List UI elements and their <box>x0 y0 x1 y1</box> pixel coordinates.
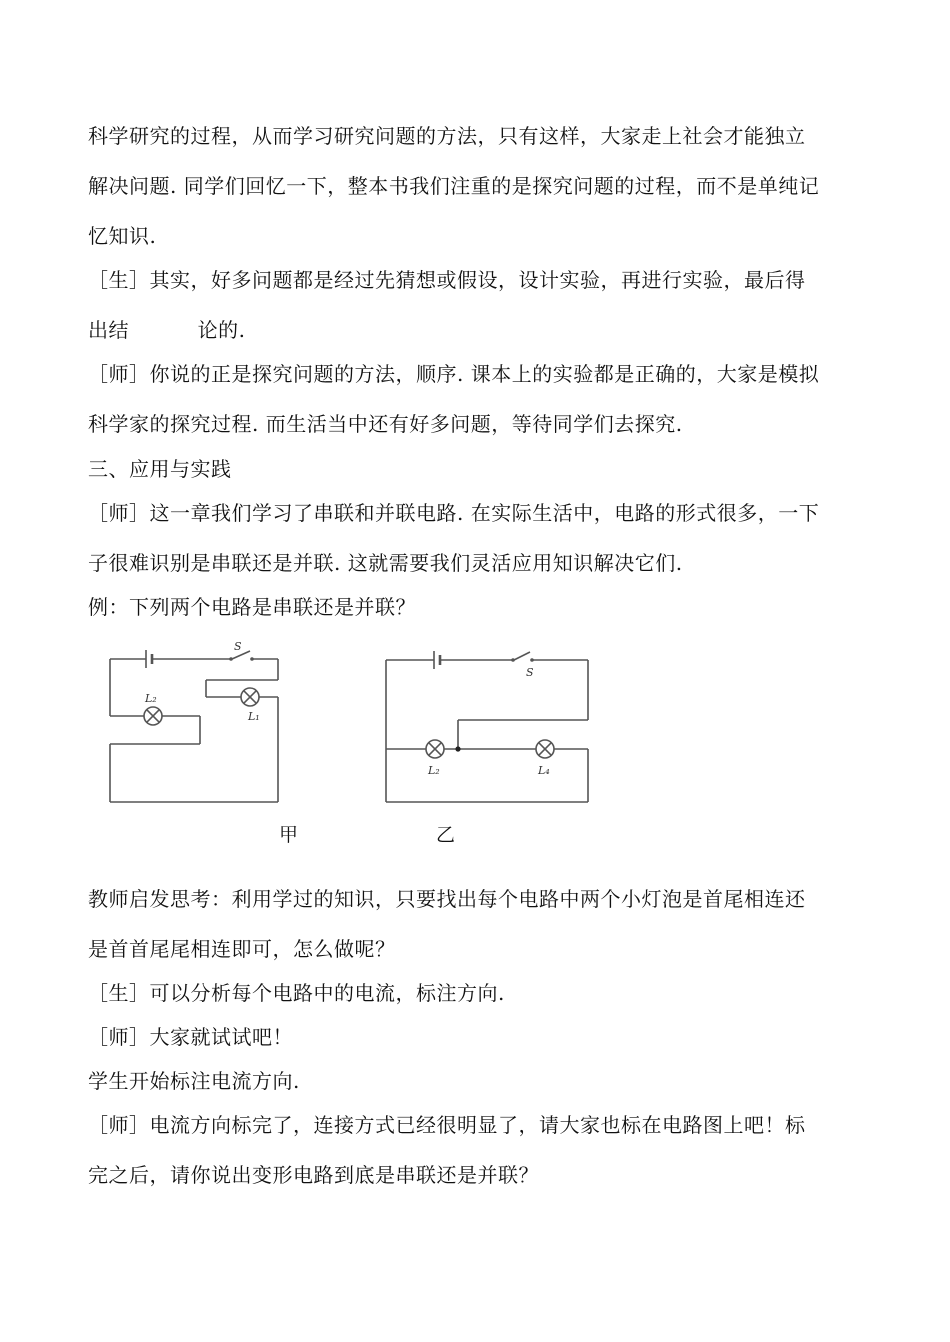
text-line: ［师］你说的正是探究问题的方法，顺序. 课本上的实验都是正确的，大家是模拟 <box>88 362 820 386</box>
text-line: ［生］可以分析每个电路中的电流，标注方向. <box>88 981 505 1005</box>
lamp-label: L₁ <box>248 710 260 723</box>
text-line: 忆知识. <box>88 224 157 248</box>
text-line: 学生开始标注电流方向. <box>88 1069 300 1093</box>
circuit-diagram-yi <box>378 640 598 810</box>
lamp-label: L₂ <box>145 692 157 705</box>
text-line: ［师］大家就试试吧！ <box>88 1025 293 1049</box>
junction-dot <box>455 746 460 751</box>
lamp-label: L₂ <box>428 764 440 777</box>
text-line: ［师］电流方向标完了，连接方式已经很明显了，请大家也标在电路图上吧！标 <box>88 1113 806 1137</box>
switch-label: S <box>234 640 242 653</box>
text-line: 例：下列两个电路是串联还是并联？ <box>88 595 416 619</box>
text-line: 完之后，请你说出变形电路到底是串联还是并联？ <box>88 1163 539 1187</box>
text-line: 子很难识别是串联还是并联. 这就需要我们灵活应用知识解决它们. <box>88 551 683 575</box>
text-line: 教师启发思考：利用学过的知识，只要找出每个电路中两个小灯泡是首尾相连还 <box>88 887 806 911</box>
figure-caption-yi: 乙 <box>436 824 456 846</box>
text-line: 出结 论的. <box>88 318 246 342</box>
section-heading: 三、应用与实践 <box>88 457 232 481</box>
circuit-diagram-jia <box>100 640 290 810</box>
text-line: 解决问题. 同学们回忆一下，整本书我们注重的是探究问题的过程，而不是单纯记 <box>88 174 820 198</box>
text-line: ［生］其实，好多问题都是经过先猜想或假设，设计实验，再进行实验，最后得 <box>88 268 806 292</box>
text-line: 是首首尾尾相连即可，怎么做呢？ <box>88 937 396 961</box>
text-line: ［师］这一章我们学习了串联和并联电路. 在实际生活中，电路的形式很多，一下 <box>88 501 820 525</box>
switch-label: S <box>526 666 534 679</box>
text-line: 科学研究的过程，从而学习研究问题的方法，只有这样，大家走上社会才能独立 <box>88 124 806 148</box>
lamp-label: L₄ <box>538 764 550 777</box>
switch-blade <box>514 652 530 660</box>
text-line: 科学家的探究过程. 而生活当中还有好多问题，等待同学们去探究. <box>88 412 683 436</box>
figure-caption-jia: 甲 <box>279 824 299 846</box>
